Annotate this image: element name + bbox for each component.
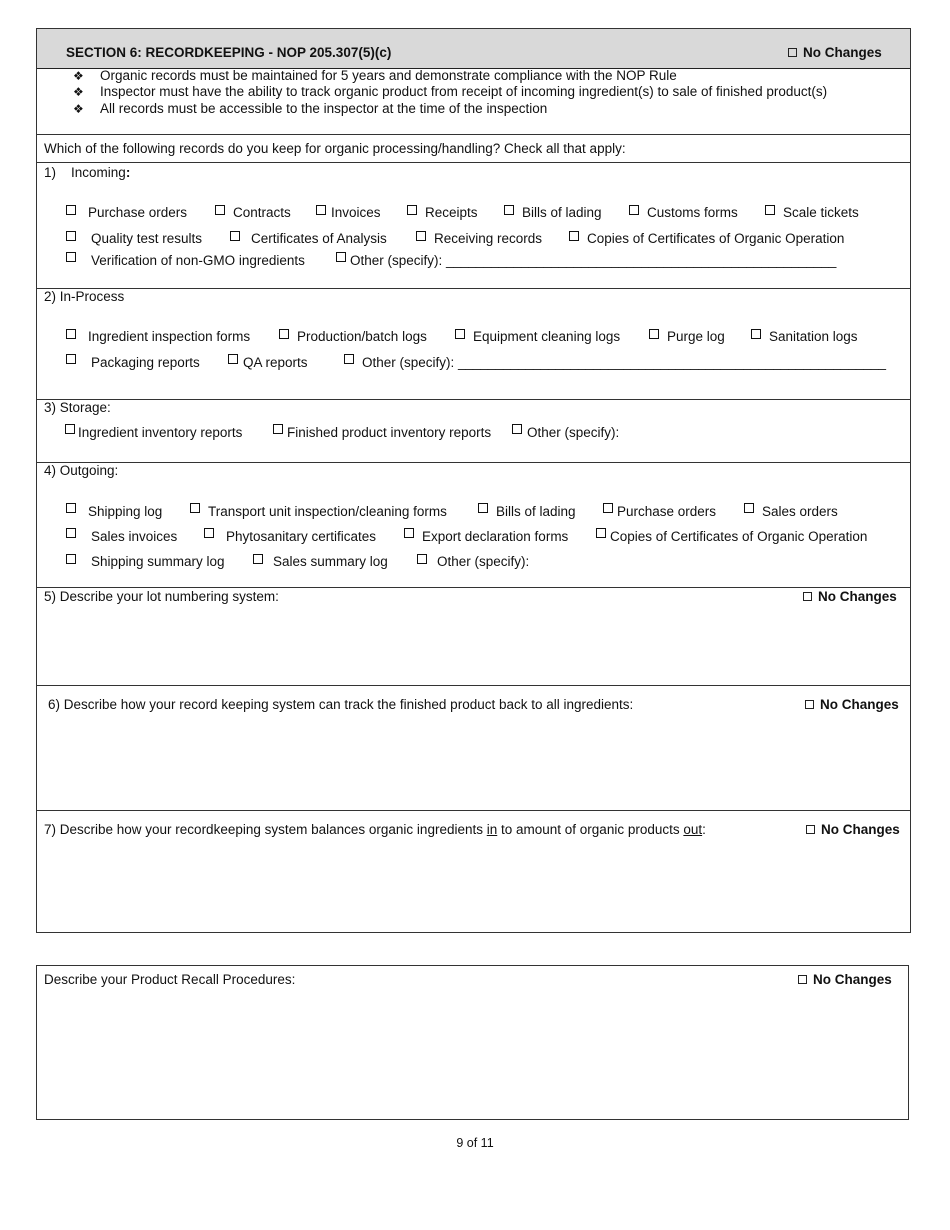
divider [36, 685, 911, 686]
recall-no-changes[interactable]: No Changes [798, 972, 892, 987]
section-no-changes[interactable]: No Changes [788, 45, 882, 60]
option-label: Purchase orders [617, 504, 717, 519]
option-label: Purge log [667, 329, 725, 344]
checkbox-contracts[interactable] [215, 205, 225, 215]
option-label: Invoices [331, 205, 381, 220]
option-label: Export declaration forms [422, 529, 569, 544]
option-label: Bills of lading [522, 205, 602, 220]
checkbox-sales-orders[interactable] [744, 503, 754, 513]
divider [36, 587, 911, 588]
option-label: Sales invoices [91, 529, 178, 544]
divider [36, 288, 911, 289]
checkbox-purge-log[interactable] [649, 329, 659, 339]
divider [36, 162, 911, 163]
storage-heading: 3) Storage: [44, 400, 111, 415]
checkbox-receipts[interactable] [407, 205, 417, 215]
no-changes-checkbox[interactable] [788, 48, 797, 57]
inprocess-heading: 2) In-Process [44, 289, 125, 304]
bullet-text: Inspector must have the ability to track organic product from receipt of incoming ingredient(s) to sale of finished product(s) [100, 84, 828, 99]
recall-answer[interactable] [44, 995, 900, 1113]
checkbox-qa-reports[interactable] [228, 354, 238, 364]
bullet-diamond-icon: ❖ [73, 102, 84, 116]
option-label: Shipping summary log [91, 554, 225, 569]
checkbox-certificates-of-analysis[interactable] [230, 231, 240, 241]
checkbox-sales-invoices[interactable] [66, 528, 76, 538]
checkbox-scale-tickets[interactable] [765, 205, 775, 215]
incoming-other-field[interactable]: Other (specify): ____________________________________________________ [350, 253, 837, 268]
option-label: Copies of Certificates of Organic Operation [587, 231, 845, 246]
checkbox-outgoing-purchase-orders[interactable] [603, 503, 613, 513]
option-label: Sales summary log [273, 554, 388, 569]
option-label: Receipts [425, 205, 478, 220]
checkbox-ingredient-inventory[interactable] [65, 424, 75, 434]
checkbox-inprocess-other[interactable] [344, 354, 354, 364]
checkbox-sales-summary-log[interactable] [253, 554, 263, 564]
option-label: Verification of non-GMO ingredients [91, 253, 305, 268]
bullet-text: All records must be accessible to the inspector at the time of the inspection [100, 101, 548, 116]
section-title: SECTION 6: RECORDKEEPING - NOP 205.307(5)(c) [66, 45, 392, 60]
lot-numbering-answer[interactable] [44, 612, 904, 680]
checkbox-quality-test-results[interactable] [66, 231, 76, 241]
option-label: Transport unit inspection/cleaning forms [208, 504, 447, 519]
no-changes-checkbox[interactable] [805, 700, 814, 709]
checkbox-packaging-reports[interactable] [66, 354, 76, 364]
divider [36, 134, 911, 135]
checkbox-outgoing-other[interactable] [417, 554, 427, 564]
bullet-diamond-icon: ❖ [73, 69, 84, 83]
balance-question: 7) Describe how your recordkeeping system balances organic ingredients in to amount of organic products out: [44, 822, 706, 837]
option-label: Other (specify): [437, 554, 530, 569]
option-label: Quality test results [91, 231, 203, 246]
option-label: Finished product inventory reports [287, 425, 492, 440]
q5-no-changes[interactable]: No Changes [803, 589, 897, 604]
checkbox-equipment-cleaning-logs[interactable] [455, 329, 465, 339]
no-changes-checkbox[interactable] [803, 592, 812, 601]
option-label: Packaging reports [91, 355, 200, 370]
option-label: Sales orders [762, 504, 838, 519]
checkbox-outgoing-copies-of-certificates[interactable] [596, 528, 606, 538]
option-label: Other (specify): [527, 425, 620, 440]
records-question: Which of the following records do you keep for organic processing/handling? Check all that apply: [44, 141, 626, 156]
bullet-diamond-icon: ❖ [73, 85, 84, 99]
option-label: Copies of Certificates of Organic Operation [610, 529, 868, 544]
divider [36, 399, 911, 400]
no-changes-checkbox[interactable] [798, 975, 807, 984]
inprocess-other-field[interactable]: Other (specify): _________________________________________________________ [362, 355, 886, 370]
option-label: Shipping log [88, 504, 163, 519]
option-label: Phytosanitary certificates [226, 529, 377, 544]
checkbox-bills-of-lading[interactable] [504, 205, 514, 215]
option-label: Bills of lading [496, 504, 576, 519]
traceback-question: 6) Describe how your record keeping system can track the finished product back to all ingredients: [48, 697, 634, 712]
page-number: 9 of 11 [456, 1136, 494, 1150]
option-label: Receiving records [434, 231, 543, 246]
checkbox-receiving-records[interactable] [416, 231, 426, 241]
checkbox-incoming-other[interactable] [336, 252, 346, 262]
checkbox-outgoing-bills-of-lading[interactable] [478, 503, 488, 513]
checkbox-ingredient-inspection-forms[interactable] [66, 329, 76, 339]
section-header [36, 28, 911, 69]
no-changes-checkbox[interactable] [806, 825, 815, 834]
checkbox-finished-product-inventory[interactable] [273, 424, 283, 434]
checkbox-shipping-log[interactable] [66, 503, 76, 513]
traceback-answer[interactable] [44, 720, 904, 804]
option-label: Equipment cleaning logs [473, 329, 621, 344]
checkbox-non-gmo-verification[interactable] [66, 252, 76, 262]
checkbox-phytosanitary-certificates[interactable] [204, 528, 214, 538]
option-label: Purchase orders [88, 205, 188, 220]
checkbox-production-batch-logs[interactable] [279, 329, 289, 339]
lot-numbering-question: 5) Describe your lot numbering system: [44, 589, 279, 604]
option-label: Customs forms [647, 205, 738, 220]
checkbox-export-declaration-forms[interactable] [404, 528, 414, 538]
checkbox-copies-of-certificates[interactable] [569, 231, 579, 241]
checkbox-customs-forms[interactable] [629, 205, 639, 215]
option-label: QA reports [243, 355, 308, 370]
option-label: Scale tickets [783, 205, 859, 220]
option-label: Contracts [233, 205, 291, 220]
outgoing-heading: 4) Outgoing: [44, 463, 119, 478]
recall-question: Describe your Product Recall Procedures: [44, 972, 296, 987]
option-label: Production/batch logs [297, 329, 427, 344]
checkbox-storage-other[interactable] [512, 424, 522, 434]
divider [36, 810, 911, 811]
q6-no-changes[interactable]: No Changes [805, 697, 899, 712]
checkbox-shipping-summary-log[interactable] [66, 554, 76, 564]
checkbox-sanitation-logs[interactable] [751, 329, 761, 339]
checkbox-transport-unit-inspection[interactable] [190, 503, 200, 513]
checkbox-invoices[interactable] [316, 205, 326, 215]
option-label: Ingredient inventory reports [78, 425, 243, 440]
option-label: Ingredient inspection forms [88, 329, 251, 344]
option-label: Certificates of Analysis [251, 231, 387, 246]
checkbox-purchase-orders[interactable] [66, 205, 76, 215]
balance-answer[interactable] [44, 845, 904, 927]
incoming-heading: 1) Incoming: [44, 165, 131, 180]
q7-no-changes[interactable]: No Changes [806, 822, 900, 837]
option-label: Sanitation logs [769, 329, 858, 344]
bullet-text: Organic records must be maintained for 5 years and demonstrate compliance with the NOP Rule [100, 68, 677, 83]
divider [36, 462, 911, 463]
